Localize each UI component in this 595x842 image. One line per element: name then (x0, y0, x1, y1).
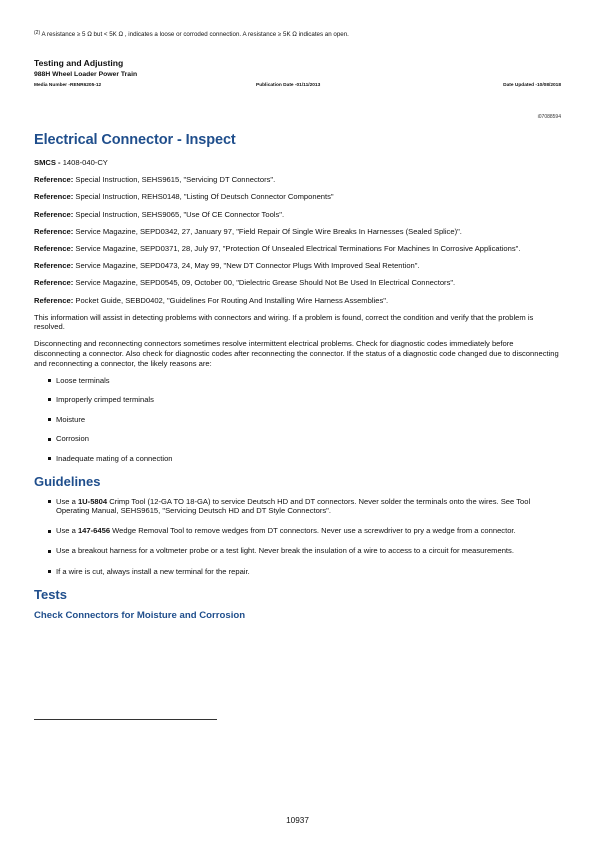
list-item-text: Loose terminals (56, 375, 110, 385)
reference-line (34, 210, 561, 220)
reference-text: Special Instruction, SEHS9065, "Use Of CE Connector Tools". (75, 209, 285, 219)
reference-line (34, 227, 561, 237)
list-item (48, 415, 561, 425)
document-subtitle: 988H Wheel Loader Power Train (34, 71, 138, 78)
guidelines-list (34, 497, 561, 576)
reference-label: Reference: (34, 261, 74, 271)
list-item (48, 376, 561, 386)
list-item (48, 434, 561, 444)
reference-label: Reference: (34, 226, 74, 236)
list-item (48, 497, 561, 516)
bullet-icon (48, 379, 51, 382)
tests-subheading: Check Connectors for Moisture and Corrosion (34, 609, 246, 621)
list-item-text: Corrosion (56, 434, 89, 444)
bullet-icon (48, 438, 51, 441)
media-number: Media Number -RENR6205-12 (34, 83, 102, 88)
list-item (48, 526, 561, 536)
guideline-pre: Use a (56, 526, 78, 536)
guideline-text: If a wire is cut, always install a new terminal for the repair. (56, 566, 250, 576)
reference-line (34, 261, 561, 271)
guideline-post: Wedge Removal Tool to remove wedges from DT connectors. Never use a screwdriver to pry a wedge from a connector. (110, 526, 516, 536)
reference-label: Reference: (34, 243, 74, 253)
reference-text: Service Magazine, SEPD0473, 24, May 99, "New DT Connector Plugs With Improved Seal Retention". (75, 261, 420, 271)
smcs-value: 1408-040-CY (62, 158, 108, 167)
smcs-label: SMCS - (34, 158, 61, 167)
list-item (48, 454, 561, 464)
reference-label: Reference: (34, 209, 74, 219)
reference-label: Reference: (34, 295, 74, 305)
date-updated: Date Updated -10/08/2018 (503, 83, 561, 88)
reasons-list (34, 376, 561, 464)
guideline-pre: Use a (56, 496, 78, 506)
guideline-text: Use a breakout harness for a voltmeter probe or a test light. Never break the insulation of a wire to access to a circuit for measurements. (56, 546, 514, 556)
list-item (48, 567, 561, 577)
reference-line (34, 192, 561, 202)
reference-text: Special Instruction, SEHS9615, "Servicing DT Connectors". (75, 175, 276, 185)
bullet-icon (48, 530, 51, 533)
guidelines-heading: Guidelines (34, 473, 101, 489)
main-content (34, 132, 561, 621)
footnote-divider (34, 719, 217, 720)
reference-text: Service Magazine, SEPD0342, 27, January 97, "Field Repair Of Single Wire Breaks In Harnesses (Sealed Splice)". (75, 226, 462, 236)
list-item-text: Improperly crimped terminals (56, 395, 154, 405)
footnote-text: A resistance ≥ 5 Ω but < 5K Ω , indicates a loose or corroded connection. A resistance ≥ 5K Ω indicates an open. (41, 31, 349, 38)
reference-label: Reference: (34, 192, 74, 202)
list-item-text: Inadequate mating of a connection (56, 454, 173, 464)
list-item (48, 395, 561, 405)
reference-line (34, 175, 561, 185)
footnote (34, 30, 349, 38)
reference-text: Service Magazine, SEPD0371, 28, July 97, "Protection Of Unsealed Electrical Terminations For Machines In Corrosive Applications". (75, 243, 521, 253)
bullet-icon (48, 418, 51, 421)
reference-text: Special Instruction, REHS0148, "Listing Of Deutsch Connector Components" (75, 192, 334, 202)
document-id: i07088594 (537, 114, 561, 120)
reference-label: Reference: (34, 278, 74, 288)
reference-line (34, 278, 561, 288)
reference-line (34, 244, 561, 254)
bullet-icon (48, 398, 51, 401)
publication-date: Publication Date -01/11/2013 (256, 83, 321, 88)
reference-label: Reference: (34, 175, 74, 185)
reference-text: Pocket Guide, SEBD0402, "Guidelines For Routing And Installing Wire Harness Assemblies". (75, 295, 389, 305)
disconnect-paragraph: Disconnecting and reconnecting connectors sometimes resolve intermittent electrical problems. Check for diagnostic codes immediately before disconnecting a connector. Also check for diagnostic codes after reconnecting the connector. If the status of a diagnostic code changed due to disconnecting and reconnecting a connector, the likely reasons are: (34, 339, 559, 368)
page-title: Electrical Connector - Inspect (34, 132, 236, 148)
reference-line (34, 296, 561, 306)
footnote-marker: (2) (34, 30, 41, 36)
page-number: 10937 (286, 816, 309, 825)
intro-paragraph: This information will assist in detecting problems with connectors and wiring. If a problem is found, correct the condition and verify that the problem is resolved. (34, 312, 534, 332)
document-title: Testing and Adjusting (34, 58, 124, 68)
list-item (48, 546, 561, 556)
bullet-icon (48, 550, 51, 553)
part-number: 147-6456 (77, 526, 111, 536)
tests-heading: Tests (34, 586, 67, 602)
guideline-post: Crimp Tool (12-GA TO 18-GA) to service Deutsch HD and DT connectors. Never solder the terminals onto the wires. See Tool Operating Manual, SEHS9615, "Servicing Deutsch HD and DT Style Connectors". (56, 496, 531, 516)
bullet-icon (48, 500, 51, 503)
list-item-text: Moisture (56, 414, 86, 424)
smcs-line (34, 158, 561, 168)
reference-text: Service Magazine, SEPD0545, 09, October 00, "Dielectric Grease Should Not Be Used In Electrical Connectors". (75, 278, 456, 288)
part-number: 1U-5804 (77, 496, 108, 506)
bullet-icon (48, 457, 51, 460)
bullet-icon (48, 570, 51, 573)
